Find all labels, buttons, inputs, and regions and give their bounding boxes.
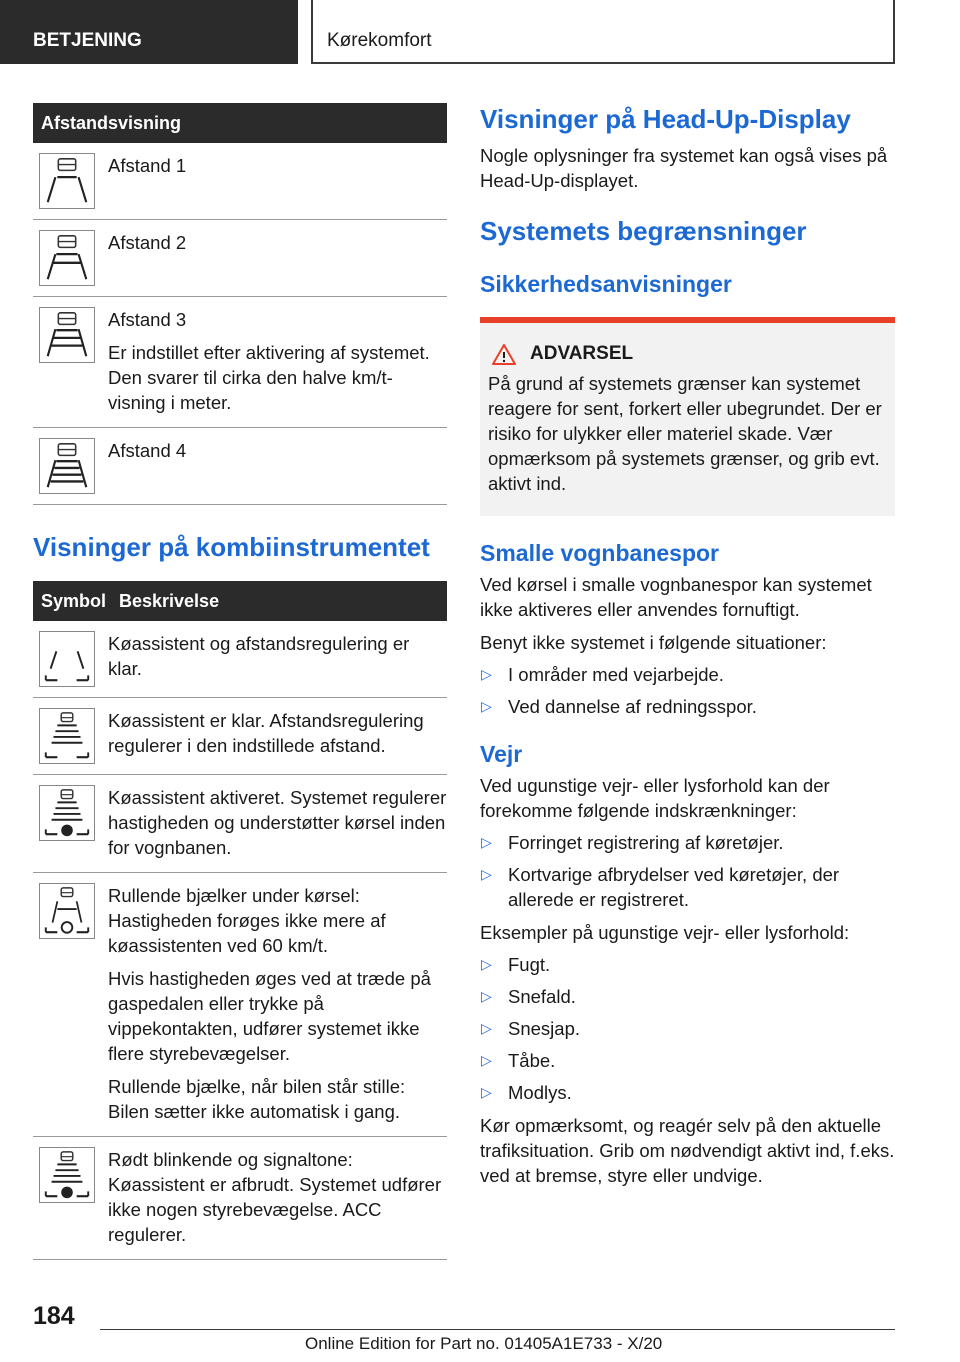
list-item: ▷ Fugt. — [481, 954, 551, 975]
distance-1-icon — [39, 153, 95, 209]
table-row — [33, 1137, 447, 1260]
narrow-list — [480, 662, 895, 719]
warning-triangle-icon — [492, 344, 516, 365]
triangle-bullet-icon: ▷ — [481, 834, 492, 850]
weather-closing: Kør opmærksomt, og reagér selv på den aktuelle trafiksituation. Grib om nødvendigt aktivt ind, f.eks. ved at bremse, styre eller undvige. — [480, 1115, 895, 1186]
triangle-bullet-icon: ▷ — [481, 666, 492, 682]
triangle-bullet-icon: ▷ — [481, 866, 492, 882]
triangle-bullet-icon: ▷ — [481, 1052, 492, 1068]
distance-2-label: Afstand 2 — [108, 232, 187, 253]
edition-text: Online Edition for Part no. 01405A1E733 - X/20 — [305, 1334, 663, 1353]
col-header-symbol: Symbol — [41, 590, 107, 611]
kombi-table — [33, 581, 447, 1260]
lane-lines-icon — [39, 631, 95, 687]
section-label: BETJENING — [0, 0, 298, 64]
left-column — [33, 103, 447, 1260]
right-column — [480, 103, 895, 1188]
col-header-description: Beskrivelse — [119, 590, 220, 611]
acc-active-icon — [39, 785, 95, 841]
hud-text: Nogle oplysninger fra systemet kan også vises på Head-Up-displayet. — [480, 145, 888, 191]
distance-table-heading: Afstandsvisning — [41, 112, 182, 133]
kombi-row-4-text-1: Rullende bjælker under kørsel: Hastigheden forøges ikke mere af køassistenten ved 60 km/t. — [108, 885, 386, 956]
narrow-text: Ved kørsel i smalle vognbanespor kan systemet ikke aktiveres eller anvendes fornuftigt. — [480, 574, 872, 620]
warning-title: ADVARSEL — [530, 343, 634, 364]
kombi-row-3-text: Køassistent aktiveret. Systemet regulerer hastigheden og understøtter kørsel inden for vognbanen. — [108, 787, 447, 858]
table-row — [33, 873, 447, 1137]
footer-rule — [100, 1329, 895, 1330]
distance-1-label: Afstand 1 — [108, 155, 187, 176]
list-item: ▷ Modlys. — [481, 1082, 572, 1103]
distance-4-icon — [39, 438, 95, 494]
kombi-table-header — [33, 581, 447, 621]
limits-title: Systemets begrænsninger — [480, 216, 807, 246]
warning-box — [480, 317, 895, 516]
acc-ready-icon — [39, 708, 95, 764]
table-row — [33, 428, 447, 505]
triangle-bullet-icon: ▷ — [481, 698, 492, 714]
distance-4-label: Afstand 4 — [108, 440, 187, 461]
distance-table-header — [33, 103, 447, 143]
weather-title: Vejr — [480, 741, 523, 767]
weather-text: Ved ugunstige vejr- eller lysforhold kan der forekomme følgende indskrænkninger: — [480, 775, 830, 821]
chapter-label: Kørekomfort — [311, 0, 895, 64]
list-item: ▷ I områder med vejarbejde. — [481, 664, 724, 685]
kombi-row-5-text: Rødt blinkende og signaltone: Køassistent er afbrudt. Systemet udfører ikke nogen styrebevægelse. ACC regulerer. — [108, 1149, 442, 1245]
kombi-title: Visninger på kombiinstrumentet — [33, 532, 430, 562]
triangle-bullet-icon: ▷ — [481, 956, 492, 972]
table-row — [33, 775, 447, 873]
rolling-bars-icon — [39, 883, 95, 939]
warning-heading — [488, 343, 887, 365]
page-number: 184 — [33, 1302, 75, 1330]
kombi-row-1-text: Køassistent og afstandsregulering er klar. — [108, 633, 410, 679]
distance-3-icon — [39, 307, 95, 363]
list-item: ▷ Ved dannelse af redningsspor. — [481, 696, 757, 717]
table-row — [33, 698, 447, 775]
distance-2-icon — [39, 230, 95, 286]
table-row — [33, 220, 447, 297]
triangle-bullet-icon: ▷ — [481, 988, 492, 1004]
kombi-row-2-text: Køassistent er klar. Afstandsregulering regulerer i den indstillede afstand. — [108, 710, 424, 756]
distance-3-description: Er indstillet efter aktivering af systemet. Den svarer til cirka den halve km/t-visning i meter. — [108, 342, 430, 413]
page-header — [0, 0, 960, 66]
weather-examples-list — [480, 952, 895, 1105]
weather-list — [480, 830, 895, 912]
table-row — [33, 143, 447, 220]
warning-text: På grund af systemets grænser kan systemet reagere for sent, forkert eller ubegrundet. Der er risiko for ulykker eller materiel skade. Vær opmærksom på systemets grænser, og grib evt. aktivt ind. — [488, 373, 882, 494]
table-row — [33, 621, 447, 698]
list-item: ▷ Snesjap. — [481, 1018, 580, 1039]
safety-subtitle: Sikkerhedsanvisninger — [480, 271, 732, 297]
hud-title: Visninger på Head-Up-Display — [480, 104, 851, 134]
list-item: ▷ Kortvarige afbrydelser ved køretøjer, der allerede er registreret. — [481, 864, 840, 910]
triangle-bullet-icon: ▷ — [481, 1084, 492, 1100]
distance-3-label: Afstand 3 — [108, 309, 187, 330]
list-item: ▷ Forringet registrering af køretøjer. — [481, 832, 784, 853]
list-item: ▷ Snefald. — [481, 986, 576, 1007]
acc-interrupted-icon — [39, 1147, 95, 1203]
kombi-row-4-text-3: Rullende bjælke, når bilen står stille: Bilen sætter ikke automatisk i gang. — [108, 1076, 406, 1122]
triangle-bullet-icon: ▷ — [481, 1020, 492, 1036]
list-item: ▷ Tåbe. — [481, 1050, 556, 1071]
page-footer — [0, 1296, 960, 1362]
distance-table — [33, 103, 447, 505]
weather-intro-2: Eksempler på ugunstige vejr- eller lysforhold: — [480, 922, 850, 943]
narrow-title: Smalle vognbanespor — [480, 540, 720, 566]
table-row — [33, 297, 447, 428]
kombi-row-4-text-2: Hvis hastigheden øges ved at træde på gaspedalen eller trykke på vippekontakten, udfører systemet ikke flere styrebevægelser. — [108, 968, 431, 1064]
narrow-intro: Benyt ikke systemet i følgende situationer: — [480, 632, 827, 653]
